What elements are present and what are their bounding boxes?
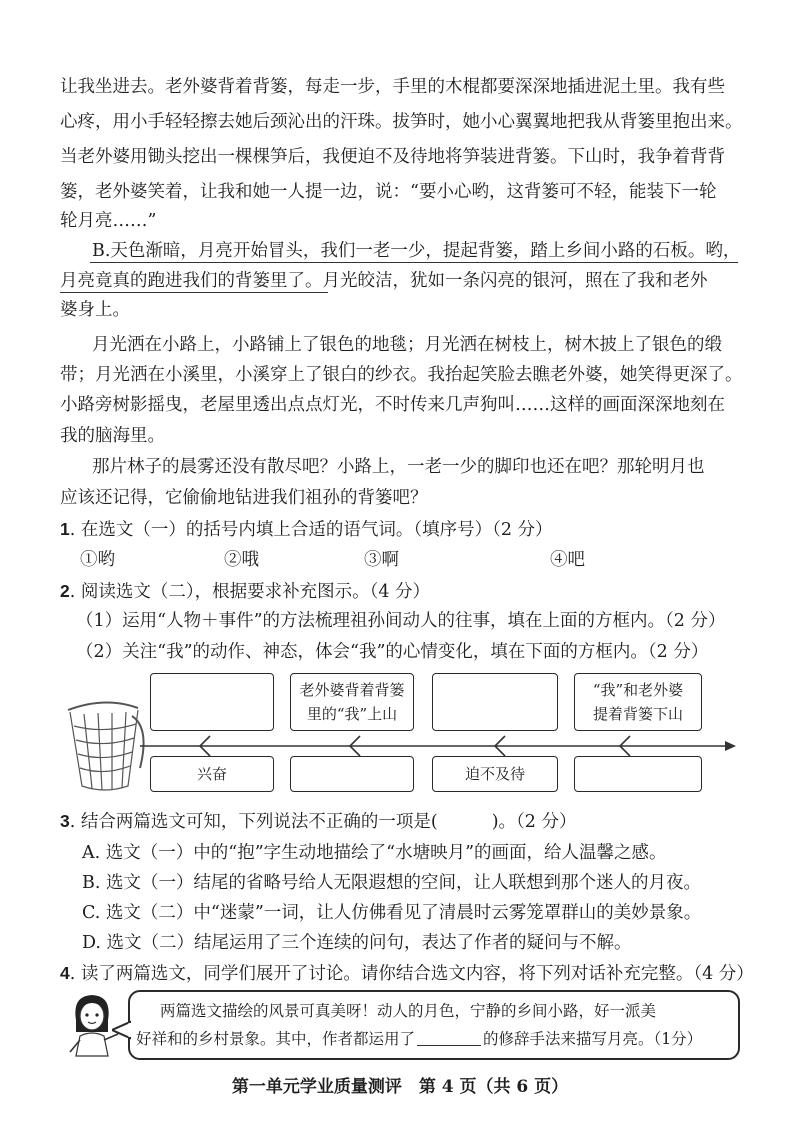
question-3-text-end: )。（2 分）	[491, 812, 577, 832]
underline-b-1	[90, 262, 738, 263]
bottom-box-3-text: 迫不及待	[464, 765, 525, 783]
rhetoric-answer-blank[interactable]	[417, 1027, 481, 1046]
passage-line-6: B.天色渐暗，月亮开始冒头，我们一老一少，提起背篓，踏上乡间小路的石板。哟，	[92, 241, 741, 261]
question-1-number: 1	[60, 519, 70, 539]
q3-option-d: D. 选文（二）结尾运用了三个连续的问句，表达了作者的疑问与不解。	[82, 933, 632, 953]
timeline-arrowhead	[725, 741, 736, 751]
passage-line-8: 婆身上。	[60, 300, 130, 320]
question-3-text: . 结合两篇选文可知，下列说法不正确的一项是(	[69, 812, 438, 832]
question-4-number: 4	[60, 963, 70, 983]
question-1	[60, 514, 553, 545]
q2-sub-2: （2）关注“我”的动作、神态，体会“我”的心情变化，填在下面的方框内。（2 分）	[76, 642, 709, 662]
question-4-text: . 读了两篇选文，同学们展开了讨论。请你结合选文内容，将下列对话补充完整。（4 分）	[69, 964, 754, 984]
passage-line-1: 让我坐进去。老外婆背着背篓，每走一步，手里的木棍都要深深地插进泥土里。我有些	[60, 77, 725, 97]
basket-icon	[68, 702, 144, 790]
q3-option-c: C. 选文（二）中“迷蒙”一词，让人仿佛看见了清晨时云雾笼罩群山的美妙景象。	[82, 903, 702, 923]
passage-line-5: 轮月亮……”	[60, 211, 157, 231]
passage-line-3: 当老外婆用锄头挖出一棵棵笋后，我便迫不及待地将笋装进背篓。下山时，我争着背背	[60, 147, 725, 167]
question-1-text: . 在选文（一）的括号内填上合适的语气词。（填序号）（2 分）	[69, 520, 553, 540]
question-3	[60, 806, 576, 837]
q2-sub-1: （1）运用“人物＋事件”的方法梳理祖孙间动人的往事，填在上面的方框内。（2 分）	[76, 611, 726, 631]
passage-line-13: 那片林子的晨雾还没有散尽吧？小路上，一老一少的脚印也还在吧？那轮明月也	[92, 457, 705, 477]
passage-line-10: 带；月光洒在小溪里，小溪穿上了银白的纱衣。我抬起笑脸去瞧老外婆，她笑得更深了。	[60, 365, 743, 385]
top-box-3[interactable]	[432, 673, 558, 731]
bubble-line-2	[136, 1026, 702, 1052]
q1-option-1: ①哟	[80, 550, 115, 570]
q3-option-a: A. 选文（一）中的“抱”字生动地描绘了“水塘映月”的画面，给人温馨之感。	[82, 843, 667, 863]
bubble-tail	[112, 1020, 134, 1040]
question-3-number: 3	[60, 811, 70, 831]
question-2	[60, 576, 430, 607]
bottom-box-1	[150, 756, 274, 792]
bubble-line-1: 两篇选文描绘的风景可真美呀！动人的月色，宁静的乡间小路，好一派美	[160, 1002, 657, 1020]
bottom-box-2[interactable]	[290, 756, 414, 792]
top-box-4	[574, 673, 702, 731]
top-box-4-text: “我”和老外婆 提着背篓下山	[592, 681, 684, 723]
passage-line-14: 应该还记得，它偷偷地钻进我们祖孙的背篓吧？	[60, 488, 428, 508]
bottom-box-1-text: 兴奋	[196, 765, 227, 783]
speech-bubble	[128, 990, 740, 1060]
q3-option-b: B. 选文（一）结尾的省略号给人无限遐想的空间，让人联想到那个迷人的月夜。	[82, 873, 701, 893]
bubble-line-2b: 的修辞手法来描写月亮。（1分）	[483, 1030, 703, 1048]
q1-option-3: ③啊	[364, 550, 399, 570]
question-4	[60, 958, 754, 989]
page-footer: 第一单元学业质量测评 第 4 页（共 6 页）	[231, 1077, 569, 1097]
passage-line-7: 月亮竟真的跑进我们的背篓里了。月光皎洁，犹如一条闪亮的银河，照在了我和老外	[60, 271, 708, 291]
bottom-box-3	[432, 756, 558, 792]
question-2-number: 2	[60, 581, 70, 601]
top-box-1[interactable]	[150, 673, 274, 731]
passage-line-12: 我的脑海里。	[60, 426, 165, 446]
top-box-2-text: 老外婆背着背篓 里的“我”上山	[299, 681, 405, 723]
passage-line-4: 篓，老外婆笑着，让我和她一人提一边，说：“要小心哟，这背篓可不轻，能装下一轮	[60, 182, 717, 202]
bubble-line-2a: 好祥和的乡村景象。其中，作者都运用了	[136, 1030, 416, 1048]
q1-option-2: ②哦	[224, 550, 259, 570]
bottom-box-4[interactable]	[574, 756, 702, 792]
underline-b-2	[60, 292, 328, 293]
top-box-2	[290, 673, 414, 731]
passage-line-9: 月光洒在小路上，小路铺上了银色的地毯；月光洒在树枝上，树木披上了银色的缎	[92, 335, 722, 355]
passage-line-11: 小路旁树影摇曳，老屋里透出点点灯光，不时传来几声狗叫……这样的画面深深地刻在	[60, 395, 725, 415]
passage-line-2: 心疼，用小手轻轻擦去她后颈沁出的汗珠。拔笋时，她小心翼翼地把我从背篓里抱出来。	[60, 112, 743, 132]
q1-option-4: ④吧	[550, 550, 585, 570]
question-2-text: . 阅读选文（二），根据要求补充图示。（4 分）	[69, 582, 431, 602]
